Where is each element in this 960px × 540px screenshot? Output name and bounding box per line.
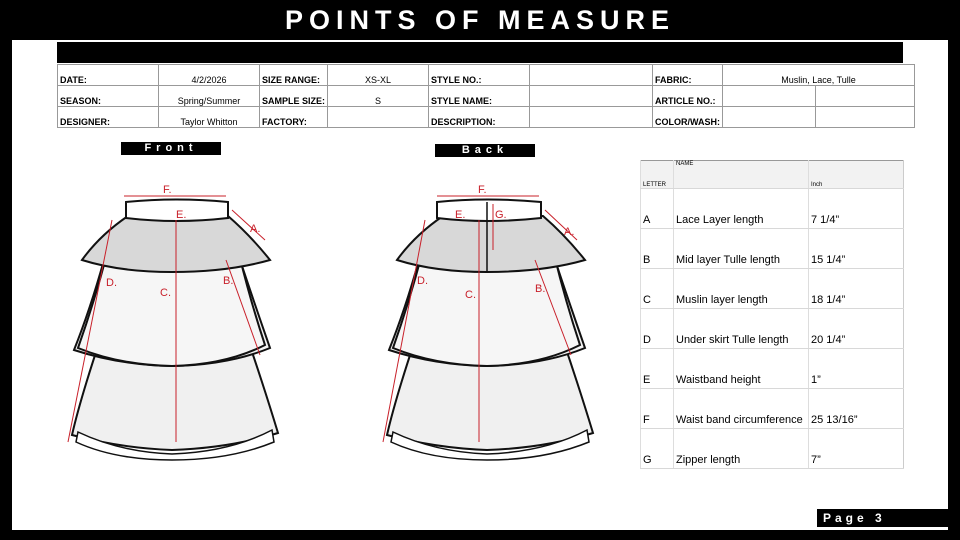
pom-row xyxy=(641,189,904,229)
pom-row xyxy=(641,349,904,389)
pom-row xyxy=(641,269,904,309)
pom-inch: 18 1/4” xyxy=(809,269,904,309)
pom-name: Lace Layer length xyxy=(674,189,809,229)
pom-inch: 20 1/4” xyxy=(809,309,904,349)
back-label-c: C. xyxy=(465,289,476,301)
front-label-b: B. xyxy=(223,275,234,287)
pom-letter: E xyxy=(641,349,674,389)
back-label-b: B. xyxy=(535,283,546,295)
pom-name: Zipper length xyxy=(674,429,809,469)
pom-letter: B xyxy=(641,229,674,269)
date-label: DATE: xyxy=(58,65,159,86)
article-no-value xyxy=(723,86,816,107)
article-no-extra xyxy=(816,86,915,107)
season-value: Spring/Summer xyxy=(159,86,260,107)
pom-row xyxy=(641,389,904,429)
pom-letter: F xyxy=(641,389,674,429)
season-label: SEASON: xyxy=(58,86,159,107)
front-label-e: E. xyxy=(176,209,187,221)
pom-name: Under skirt Tulle length xyxy=(674,309,809,349)
color-wash-label: COLOR/WASH: xyxy=(653,107,723,128)
pom-letter: D xyxy=(641,309,674,349)
fabric-label: FABRIC: xyxy=(653,65,723,86)
pom-letter: G xyxy=(641,429,674,469)
style-no-label: STYLE NO.: xyxy=(429,65,530,86)
color-wash-extra xyxy=(816,107,915,128)
article-no-label: ARTICLE NO.: xyxy=(653,86,723,107)
description-value xyxy=(530,107,653,128)
pom-inch: 7 1/4” xyxy=(809,189,904,229)
pom-letter: C xyxy=(641,269,674,309)
designer-label: DESIGNER: xyxy=(58,107,159,128)
designer-value: Taylor Whitton xyxy=(159,107,260,128)
front-label-d: D. xyxy=(106,277,117,289)
page-number: Page 3 xyxy=(817,509,948,527)
style-name-label: STYLE NAME: xyxy=(429,86,530,107)
back-view-label: Back xyxy=(435,144,535,157)
title-bar xyxy=(0,0,960,40)
pom-header-row xyxy=(641,161,904,189)
style-no-value xyxy=(530,65,653,86)
date-value: 4/2/2026 xyxy=(159,65,260,86)
pom-name: Waist band circumference xyxy=(674,389,809,429)
factory-label: FACTORY: xyxy=(260,107,328,128)
sample-size-value: S xyxy=(328,86,429,107)
color-wash-value xyxy=(723,107,816,128)
pom-letter: A xyxy=(641,189,674,229)
pom-name: Waistband height xyxy=(674,349,809,389)
back-skirt-sketch xyxy=(375,180,605,465)
pom-inch: 15 1/4” xyxy=(809,229,904,269)
page-title: POINTS OF MEASURE xyxy=(284,5,676,35)
front-label-f: F. xyxy=(163,184,172,196)
pom-name: Muslin layer length xyxy=(674,269,809,309)
back-label-f: F. xyxy=(478,184,487,196)
pom-inch: 25 13/16” xyxy=(809,389,904,429)
back-label-e: E. xyxy=(455,209,466,221)
front-view-label: Front xyxy=(121,142,221,155)
front-skirt-sketch xyxy=(60,180,290,465)
pom-inch: 1” xyxy=(809,349,904,389)
pom-col-name: NAME xyxy=(674,161,809,189)
pom-row xyxy=(641,429,904,469)
back-label-a: A. xyxy=(564,226,575,238)
back-label-g: G. xyxy=(495,209,507,221)
description-label: DESCRIPTION: xyxy=(429,107,530,128)
style-name-value xyxy=(530,86,653,107)
spec-info-table xyxy=(57,64,915,128)
pom-col-letter: LETTER xyxy=(641,161,674,189)
size-range-value: XS-XL xyxy=(328,65,429,86)
pom-row xyxy=(641,309,904,349)
header-bar xyxy=(57,42,903,63)
front-label-a: A. xyxy=(250,223,261,235)
back-label-d: D. xyxy=(417,275,428,287)
factory-value xyxy=(328,107,429,128)
size-range-label: SIZE RANGE: xyxy=(260,65,328,86)
pom-row xyxy=(641,229,904,269)
points-of-measure-table xyxy=(640,160,904,469)
fabric-value: Muslin, Lace, Tulle xyxy=(723,65,915,86)
pom-name: Mid layer Tulle length xyxy=(674,229,809,269)
sample-size-label: SAMPLE SIZE: xyxy=(260,86,328,107)
pom-inch: 7” xyxy=(809,429,904,469)
pom-col-inch: Inch xyxy=(809,161,904,189)
front-label-c: C. xyxy=(160,287,171,299)
